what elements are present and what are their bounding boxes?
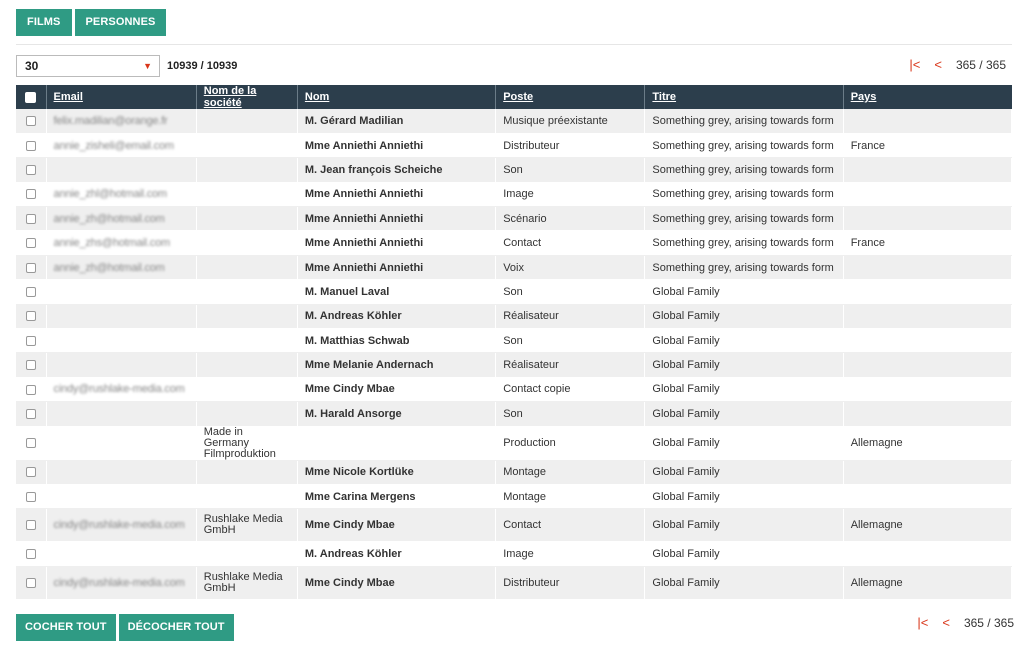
cell-email <box>46 182 196 206</box>
cell-titre: Something grey, arising towards form <box>645 158 843 182</box>
row-select-cell <box>16 109 46 133</box>
row-checkbox[interactable] <box>26 189 36 199</box>
cell-titre: Something grey, arising towards form <box>645 109 843 133</box>
cell-pays <box>843 353 1011 377</box>
cell-email <box>46 329 196 353</box>
cell-societe: Rushlake Media GmbH <box>196 509 297 542</box>
row-select-cell <box>16 255 46 279</box>
cell-societe <box>196 207 297 231</box>
cell-societe <box>196 402 297 426</box>
row-select-cell <box>16 304 46 328</box>
column-header-poste[interactable]: Poste <box>496 85 645 109</box>
cell-titre: Global Family <box>645 460 843 484</box>
cell-email <box>46 109 196 133</box>
table-row[interactable] <box>16 231 1012 255</box>
row-select-cell <box>16 133 46 157</box>
cell-pays: France <box>843 133 1011 157</box>
cell-email <box>46 484 196 508</box>
cell-email <box>46 231 196 255</box>
table-row[interactable] <box>16 426 1012 460</box>
cell-poste: Montage <box>496 460 645 484</box>
row-checkbox[interactable] <box>26 438 36 448</box>
cell-poste: Son <box>496 402 645 426</box>
cell-pays: Allemagne <box>843 509 1011 542</box>
table-row[interactable] <box>16 460 1012 484</box>
row-select-cell <box>16 231 46 255</box>
row-checkbox[interactable] <box>26 385 36 395</box>
select-all-cell <box>16 85 46 109</box>
cell-societe: Made in Germany Filmproduktion <box>196 426 297 460</box>
cell-poste: Voix <box>496 255 645 279</box>
cell-societe <box>196 353 297 377</box>
cell-societe <box>196 304 297 328</box>
row-checkbox[interactable] <box>26 214 36 224</box>
row-select-cell <box>16 402 46 426</box>
cell-nom: Mme Cindy Mbae <box>297 377 495 401</box>
uncheck-all-button[interactable]: DÉCOCHER TOUT <box>119 614 234 641</box>
table-row[interactable] <box>16 255 1012 279</box>
cell-poste: Scénario <box>496 207 645 231</box>
results-count: 10939 / 10939 <box>167 60 238 72</box>
cell-pays <box>843 255 1011 279</box>
cell-pays <box>843 484 1011 508</box>
cell-pays <box>843 207 1011 231</box>
cell-societe <box>196 484 297 508</box>
first-page-icon[interactable]: |< <box>909 57 921 72</box>
table-row[interactable] <box>16 353 1012 377</box>
table-row[interactable] <box>16 133 1012 157</box>
column-header-societe[interactable]: Nom de la société <box>196 85 297 109</box>
cell-nom: Mme Melanie Andernach <box>297 353 495 377</box>
row-checkbox[interactable] <box>26 336 36 346</box>
row-select-cell <box>16 460 46 484</box>
cell-titre: Global Family <box>645 377 843 401</box>
cell-email <box>46 133 196 157</box>
cell-titre: Global Family <box>645 280 843 304</box>
column-header-pays[interactable]: Pays <box>843 85 1011 109</box>
cell-societe <box>196 231 297 255</box>
cell-email <box>46 255 196 279</box>
column-header-email[interactable]: Email <box>46 85 196 109</box>
cell-pays <box>843 542 1011 566</box>
cell-email <box>46 460 196 484</box>
page-indicator: 365 / 365 <box>955 57 1006 72</box>
cell-societe <box>196 109 297 133</box>
main-tabs <box>16 9 166 36</box>
table-row[interactable] <box>16 207 1012 231</box>
cell-societe <box>196 255 297 279</box>
cell-titre: Global Family <box>645 402 843 426</box>
row-checkbox[interactable] <box>26 578 36 588</box>
cell-poste: Contact copie <box>496 377 645 401</box>
table-row[interactable] <box>16 280 1012 304</box>
cell-nom: Mme Anniethi Anniethi <box>297 231 495 255</box>
cell-societe <box>196 460 297 484</box>
cell-nom: Mme Carina Mergens <box>297 484 495 508</box>
cell-nom <box>297 426 495 460</box>
row-select-cell <box>16 566 46 599</box>
table-row[interactable] <box>16 509 1012 542</box>
cell-email <box>46 353 196 377</box>
bulk-actions <box>16 614 234 641</box>
cell-titre: Global Family <box>645 484 843 508</box>
table-row[interactable] <box>16 542 1012 566</box>
row-checkbox[interactable] <box>26 467 36 477</box>
cell-email <box>46 566 196 599</box>
table-row[interactable] <box>16 377 1012 401</box>
email-value: annie_zh@hotmail.com <box>53 261 165 274</box>
cell-poste: Réalisateur <box>496 304 645 328</box>
row-select-cell <box>16 542 46 566</box>
row-select-cell <box>16 426 46 460</box>
cell-nom: Mme Cindy Mbae <box>297 566 495 599</box>
previous-page-icon[interactable]: < <box>942 615 950 630</box>
table-row[interactable] <box>16 158 1012 182</box>
cell-poste: Production <box>496 426 645 460</box>
cell-pays <box>843 377 1011 401</box>
select-all-checkbox[interactable] <box>25 92 36 103</box>
cell-societe <box>196 542 297 566</box>
row-checkbox[interactable] <box>26 165 36 175</box>
row-select-cell <box>16 158 46 182</box>
cell-poste: Montage <box>496 484 645 508</box>
cell-pays <box>843 280 1011 304</box>
table-row[interactable] <box>16 484 1012 508</box>
cell-pays <box>843 460 1011 484</box>
row-checkbox[interactable] <box>26 549 36 559</box>
table-row[interactable] <box>16 304 1012 328</box>
cell-titre: Global Family <box>645 353 843 377</box>
email-value: annie_zhs@hotmail.com <box>53 237 170 250</box>
cell-titre: Global Family <box>645 566 843 599</box>
email-value: annie_zh@hotmail.com <box>53 212 165 225</box>
cell-pays: France <box>843 231 1011 255</box>
cell-titre: Global Family <box>645 509 843 542</box>
cell-nom: Mme Anniethi Anniethi <box>297 207 495 231</box>
row-select-cell <box>16 280 46 304</box>
dropdown-caret-icon: ▼ <box>143 61 152 71</box>
previous-page-icon[interactable]: < <box>934 57 942 72</box>
table-row[interactable] <box>16 329 1012 353</box>
cell-nom: Mme Nicole Kortlüke <box>297 460 495 484</box>
cell-titre: Global Family <box>645 426 843 460</box>
cell-poste: Contact <box>496 509 645 542</box>
tab-films[interactable]: FILMS <box>16 9 72 36</box>
cell-email <box>46 426 196 460</box>
cell-societe <box>196 377 297 401</box>
row-checkbox[interactable] <box>26 287 36 297</box>
cell-societe <box>196 133 297 157</box>
pagination-top <box>909 57 1006 72</box>
column-header-nom[interactable]: Nom <box>297 85 495 109</box>
cell-titre: Something grey, arising towards form <box>645 182 843 206</box>
cell-pays: Allemagne <box>843 566 1011 599</box>
email-value: cindy@rushlake-media.com <box>53 576 185 589</box>
table-header-row <box>16 85 1012 109</box>
cell-titre: Global Family <box>645 329 843 353</box>
cell-nom: M. Harald Ansorge <box>297 402 495 426</box>
cell-poste: Réalisateur <box>496 353 645 377</box>
table-row[interactable] <box>16 402 1012 426</box>
row-checkbox[interactable] <box>26 141 36 151</box>
cell-nom: M. Manuel Laval <box>297 280 495 304</box>
row-checkbox[interactable] <box>26 409 36 419</box>
cell-titre: Global Family <box>645 542 843 566</box>
row-select-cell <box>16 353 46 377</box>
tab-personnes[interactable]: PERSONNES <box>75 9 167 36</box>
table-row[interactable] <box>16 182 1012 206</box>
pagination-bottom <box>917 615 1014 630</box>
cell-poste: Musique préexistante <box>496 109 645 133</box>
cell-titre: Something grey, arising towards form <box>645 231 843 255</box>
cell-poste: Son <box>496 280 645 304</box>
cell-email <box>46 509 196 542</box>
cell-email <box>46 402 196 426</box>
table-row[interactable] <box>16 566 1012 599</box>
table-body <box>16 109 1012 599</box>
cell-poste: Distributeur <box>496 133 645 157</box>
row-checkbox[interactable] <box>26 116 36 126</box>
column-header-titre[interactable]: Titre <box>645 85 843 109</box>
cell-poste: Image <box>496 542 645 566</box>
email-value: annie_zisheli@email.com <box>53 139 174 152</box>
row-select-cell <box>16 207 46 231</box>
row-checkbox[interactable] <box>26 492 36 502</box>
cell-titre: Something grey, arising towards form <box>645 255 843 279</box>
cell-societe <box>196 280 297 304</box>
row-checkbox[interactable] <box>26 311 36 321</box>
email-value: cindy@rushlake-media.com <box>53 383 185 396</box>
cell-titre: Global Family <box>645 304 843 328</box>
table-row[interactable] <box>16 109 1012 133</box>
cell-pays <box>843 158 1011 182</box>
row-select-cell <box>16 509 46 542</box>
check-all-button[interactable]: COCHER TOUT <box>16 614 116 641</box>
cell-nom: M. Gérard Madilian <box>297 109 495 133</box>
cell-email <box>46 304 196 328</box>
row-select-cell <box>16 484 46 508</box>
email-value: felix.madilian@orange.fr <box>53 114 168 127</box>
first-page-icon[interactable]: |< <box>917 615 929 630</box>
cell-nom: Mme Anniethi Anniethi <box>297 182 495 206</box>
cell-email <box>46 158 196 182</box>
cell-pays <box>843 182 1011 206</box>
row-checkbox[interactable] <box>26 263 36 273</box>
cell-nom: M. Andreas Köhler <box>297 542 495 566</box>
cell-nom: Mme Anniethi Anniethi <box>297 255 495 279</box>
cell-nom: M. Andreas Köhler <box>297 304 495 328</box>
page-indicator: 365 / 365 <box>963 615 1014 630</box>
divider <box>16 44 1012 45</box>
cell-poste: Son <box>496 329 645 353</box>
cell-poste: Son <box>496 158 645 182</box>
row-select-cell <box>16 377 46 401</box>
cell-titre: Something grey, arising towards form <box>645 207 843 231</box>
persons-table <box>16 85 1012 600</box>
cell-societe <box>196 182 297 206</box>
cell-societe <box>196 158 297 182</box>
cell-nom: Mme Anniethi Anniethi <box>297 133 495 157</box>
email-value: annie_zhl@hotmail.com <box>53 188 167 201</box>
cell-pays <box>843 109 1011 133</box>
cell-email <box>46 542 196 566</box>
row-select-cell <box>16 329 46 353</box>
cell-societe <box>196 329 297 353</box>
per-page-select[interactable] <box>16 55 160 77</box>
per-page-value: 30 <box>25 59 39 73</box>
email-value: cindy@rushlake-media.com <box>53 519 185 532</box>
cell-nom: M. Matthias Schwab <box>297 329 495 353</box>
cell-titre: Something grey, arising towards form <box>645 133 843 157</box>
row-checkbox[interactable] <box>26 520 36 530</box>
cell-pays: Allemagne <box>843 426 1011 460</box>
cell-poste: Image <box>496 182 645 206</box>
cell-pays <box>843 329 1011 353</box>
cell-pays <box>843 402 1011 426</box>
row-checkbox[interactable] <box>26 360 36 370</box>
cell-email <box>46 280 196 304</box>
cell-nom: M. Jean françois Scheiche <box>297 158 495 182</box>
cell-pays <box>843 304 1011 328</box>
cell-email <box>46 207 196 231</box>
row-checkbox[interactable] <box>26 238 36 248</box>
cell-poste: Contact <box>496 231 645 255</box>
cell-poste: Distributeur <box>496 566 645 599</box>
cell-email <box>46 377 196 401</box>
row-select-cell <box>16 182 46 206</box>
cell-nom: Mme Cindy Mbae <box>297 509 495 542</box>
cell-societe: Rushlake Media GmbH <box>196 566 297 599</box>
